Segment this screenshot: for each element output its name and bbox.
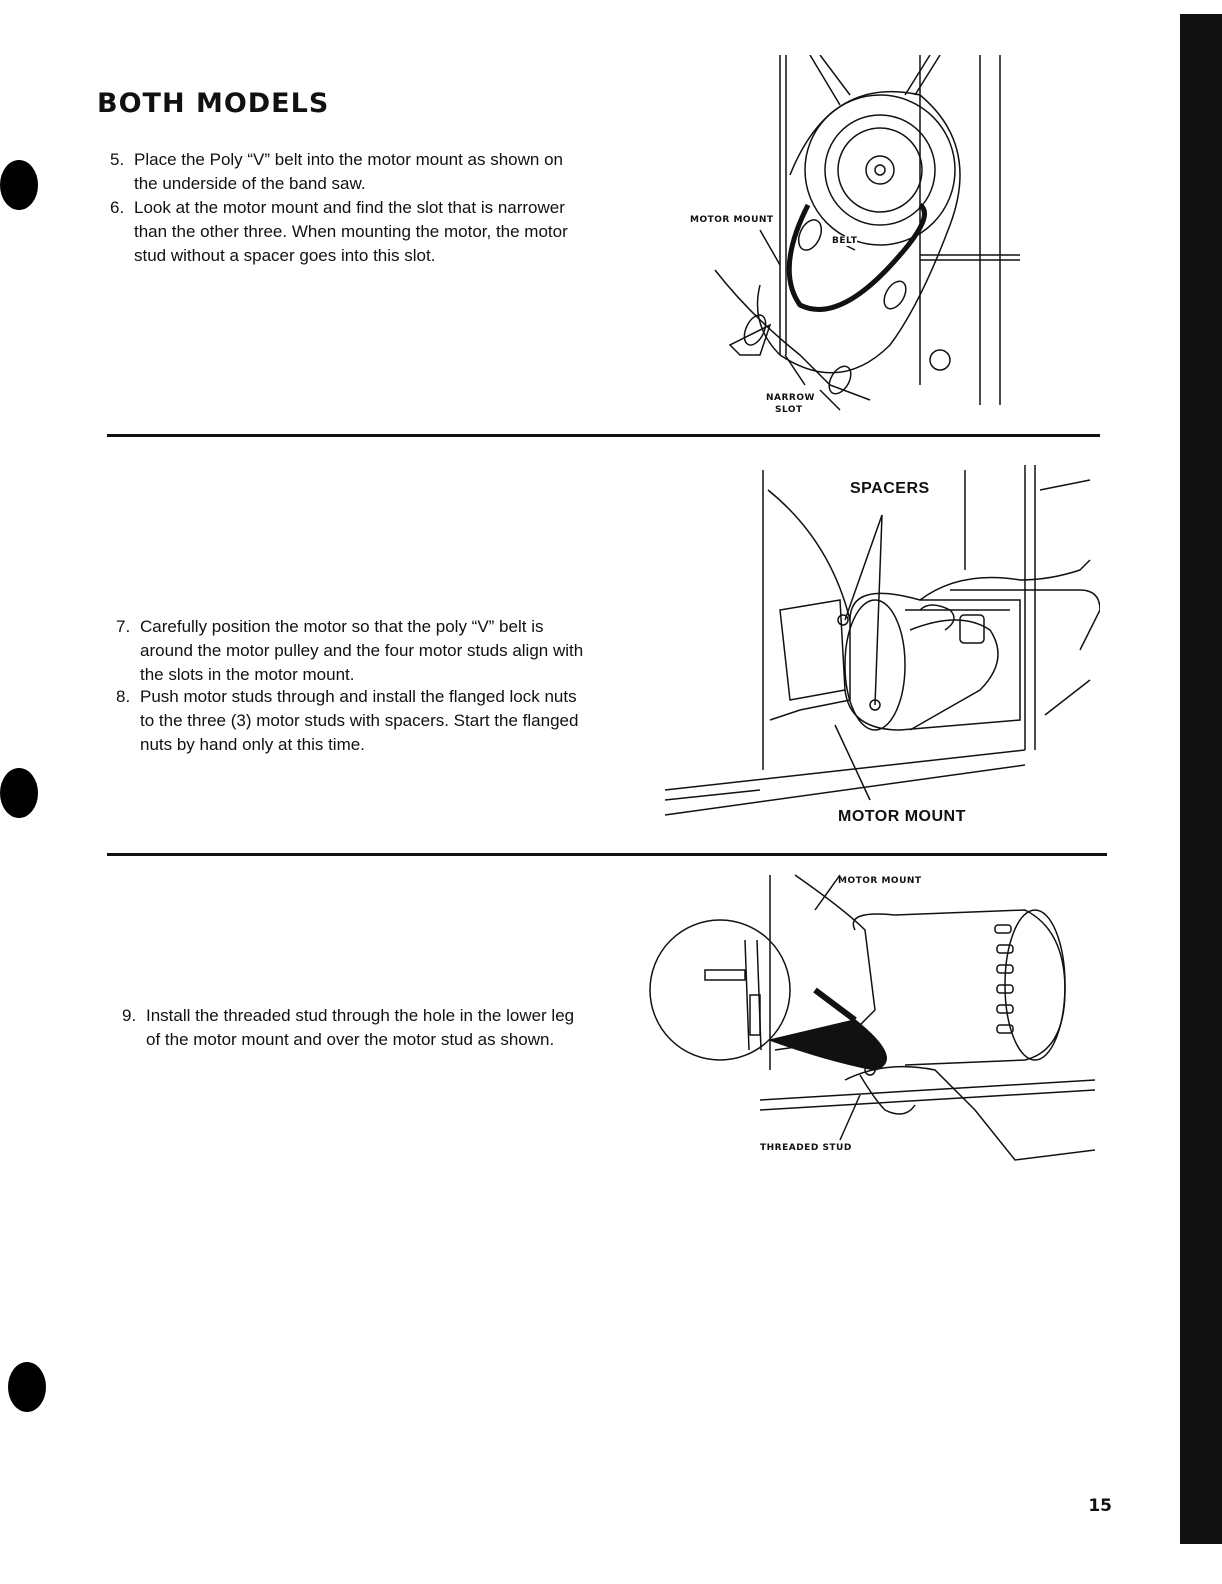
- label-spacers: SPACERS: [850, 480, 930, 497]
- binding-edge: [1180, 14, 1222, 1544]
- page-number: 15: [1088, 1496, 1112, 1516]
- step-8: [116, 685, 586, 757]
- label-slot: SLOT: [775, 405, 803, 415]
- step-7: [116, 615, 586, 687]
- punch-hole-bottom: [8, 1362, 46, 1412]
- punch-hole-top: [0, 160, 38, 210]
- section-divider: [107, 434, 1100, 437]
- step-9: [122, 1004, 592, 1052]
- step-text: Install the threaded stud through the hole in the lower leg of the motor mount and over the motor stud as shown.: [146, 1006, 575, 1049]
- step-6: [110, 196, 580, 268]
- step-number: 5.: [110, 150, 125, 169]
- step-number: 6.: [110, 198, 125, 217]
- figure-threaded-stud: [645, 870, 1095, 1180]
- section-divider: [107, 853, 1107, 856]
- punch-hole-middle: [0, 768, 38, 818]
- label-belt: BELT: [832, 236, 858, 246]
- section-heading: BOTH MODELS: [97, 88, 330, 119]
- figure-motor-spacers: [660, 460, 1100, 820]
- label-motor-mount: MOTOR MOUNT: [838, 808, 966, 825]
- step-text: Place the Poly “V” belt into the motor mount as shown on the underside of the band saw.: [134, 150, 564, 193]
- step-text: Carefully position the motor so that the poly “V” belt is around the motor pulley and the four motor studs align with the slots in the motor mount.: [140, 617, 584, 684]
- step-5: [110, 148, 580, 196]
- step-number: 8.: [116, 687, 131, 706]
- step-number: 9.: [122, 1006, 137, 1025]
- label-motor-mount: MOTOR MOUNT: [690, 215, 774, 225]
- step-number: 7.: [116, 617, 131, 636]
- label-motor-mount: MOTOR MOUNT: [838, 876, 922, 886]
- step-text: Look at the motor mount and find the slot that is narrower than the other three. When mounting the motor, the motor stud without a spacer goes into this slot.: [134, 198, 568, 265]
- label-narrow: NARROW: [766, 393, 815, 403]
- label-threaded-stud: THREADED STUD: [760, 1143, 852, 1153]
- step-text: Push motor studs through and install the flanged lock nuts to the three (3) motor studs with spacers. Start the flanged nuts by hand only at this time.: [140, 687, 579, 754]
